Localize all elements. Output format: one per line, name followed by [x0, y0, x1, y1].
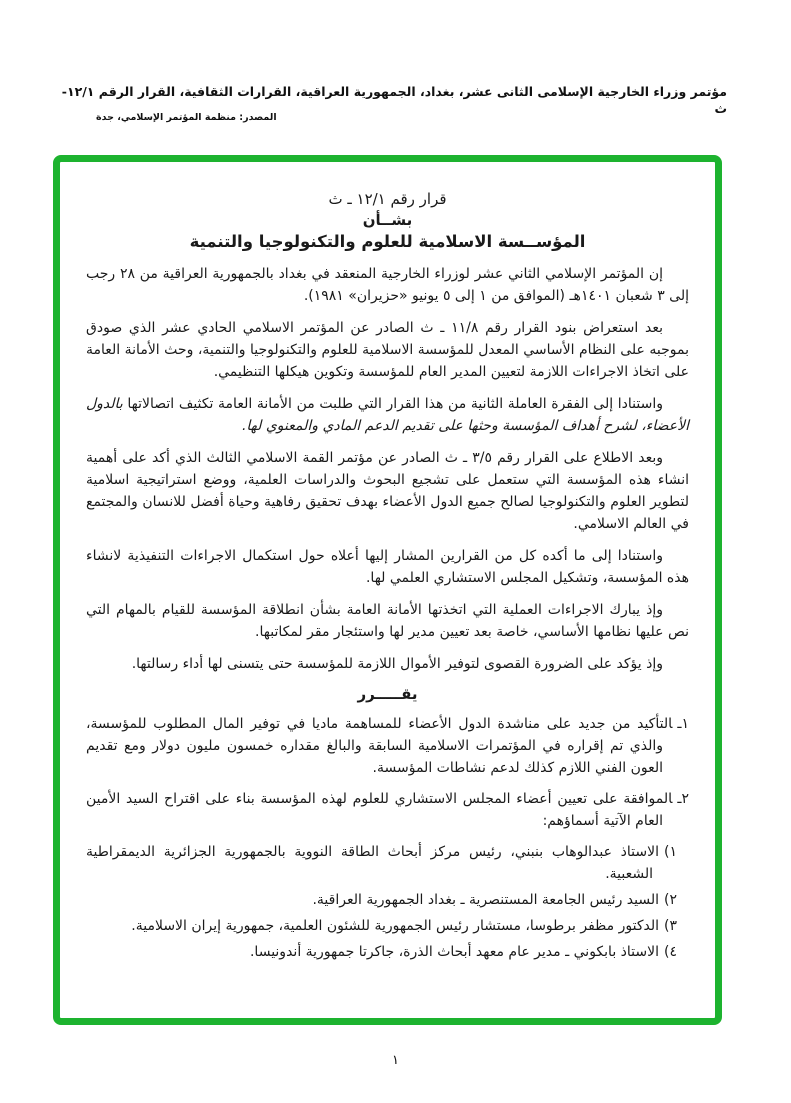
document-title-block: [86, 190, 689, 251]
member-number: ٣): [664, 918, 677, 934]
member-item: [86, 841, 677, 885]
preamble-paragraph: وإذ يؤكد على الضرورة القصوى لتوفير الأموال اللازمة للمؤسسة حتى يتسنى لها أداء رسالتها.: [131, 656, 663, 672]
resolves-heading: يقـــــرر: [357, 685, 418, 703]
member-text: السيد رئيس الجامعة المستنصرية ـ بغداد الجمهورية العراقية.: [312, 892, 659, 908]
paragraph-text: واستنادا إلى الفقرة العاملة الثانية من هذا القرار التي طلبت من الأمانة العامة تكثيف اتصالاتها: [122, 396, 663, 412]
preamble-paragraph: وإذ يبارك الاجراءات العملية التي اتخذتها الأمانة العامة بشأن انطلاقة المؤسسة للقيام بالمهام التي نص عليها نظامها الأساسي، خاصة بعد تعيين مدير لها واستئجار مقر لمكاتبها.: [86, 602, 689, 640]
member-item: [86, 889, 677, 911]
member-item: [86, 915, 677, 937]
preamble-paragraph: [86, 393, 689, 437]
member-number: ٤): [664, 944, 677, 960]
member-text: الاستاذ بابكوني ـ مدير عام معهد أبحاث الذرة، جاكرتا جمهورية أندونيسا.: [249, 944, 659, 960]
decision-number: ١ـ: [677, 716, 689, 732]
paragraph-text-italic: بالدول الأعضاء، لشرح أهداف المؤسسة وحثها على تقديم الدعم المادي والمعنوي لها.: [86, 396, 689, 434]
decision-text: التأكيد من جديد على مناشدة الدول الأعضاء للمساهمة ماديا في توفير المال المطلوب للمؤسسة، والذي تم إقراره في المؤتمرات الاسلامية السابقة والبالغ مقداره خمسون مليون دولار ومع تقديم العون الفني اللازم كذلك لدعم نشاطات المؤسسة.: [86, 716, 673, 776]
regarding-label: بشــأن: [362, 211, 413, 229]
decree-number: قرار رقم ١٢/١ ـ ث: [328, 190, 447, 208]
decisions-list: [86, 713, 689, 832]
member-number: ١): [664, 844, 677, 860]
citation-header: مؤتمر وزراء الخارجية الإسلامى الثانى عشر، بغداد، الجمهورية العراقية، القرارات الثقافية، القرار الرقم ١٢/١- ث: [61, 84, 727, 116]
source-attribution: المصدر: منظمة المؤتمر الإسلامي، جدة: [96, 112, 277, 123]
member-text: الاستاذ عبدالوهاب بنبني، رئيس مركز أبحاث الطاقة النووية بالجمهورية الجزائرية الديمقراطية الشعبية.: [86, 844, 659, 882]
member-text: الدكتور مظفر برطوسا، مستشار رئيس الجمهورية للشئون العلمية، جمهورية إيران الاسلامية.: [131, 918, 659, 934]
decision-number: ٢ـ: [677, 791, 689, 807]
decision-item: [86, 788, 689, 832]
decision-text: الموافقة على تعيين أعضاء المجلس الاستشاري للعلوم لهذه المؤسسة بناء على اقتراح السيد الأمين العام الآتية أسماؤهم:: [86, 791, 673, 829]
advisory-council-members-list: [86, 841, 689, 963]
member-number: ٢): [664, 892, 677, 908]
preamble-paragraph: وبعد الاطلاع على القرار رقم ٣/٥ ـ ث الصادر عن مؤتمر القمة الاسلامي الثالث الذي أكد على أهمية انشاء هذه المؤسسة التي ستعمل على تشجيع البحوث والدراسات العلمية، ووضع استراتيجية اسلامية لتطوير العلوم والتكنولوجيا لصالح جميع الدول الأعضاء بهدف تحقيق رفاهية وحياة أفضل للانسان والمجتمع في العالم الاسلامي.: [86, 450, 689, 532]
green-annotation-box: [53, 155, 722, 1025]
preamble-paragraph: بعد استعراض بنود القرار رقم ١١/٨ ـ ث الصادر عن المؤتمر الاسلامي الحادي عشر الذي صودق بموجبه على النظام الأساسي المعدل للمؤسسة الاسلامية للعلوم والتكنولوجيا والتنمية، وحث الأمانة العامة على اتخاذ الاجراءات اللازمة لتعيين المدير العام للمؤسسة وتكوين هيكلها التنظيمي.: [86, 320, 689, 380]
preamble-paragraph: إن المؤتمر الإسلامي الثاني عشر لوزراء الخارجية المنعقد في بغداد بالجمهورية العراقية من ٢٨ رجب إلى ٣ شعبان ١٤٠١هـ (الموافق من ١ إلى ٥ يونيو «حزيران» ١٩٨١).: [86, 266, 689, 304]
page-number: ١: [392, 1053, 399, 1068]
decision-item: [86, 713, 689, 779]
member-item: [86, 941, 677, 963]
document-title: المؤســسة الاسلامية للعلوم والتكنولوجيا والتنمية: [189, 232, 586, 251]
preamble-paragraph: واستنادا إلى ما أكده كل من القرارين المشار إليها أعلاه حول استكمال الاجراءات التنفيذية لانشاء هذه المؤسسة، وتشكيل المجلس الاستشاري العلمي لها.: [86, 548, 689, 586]
